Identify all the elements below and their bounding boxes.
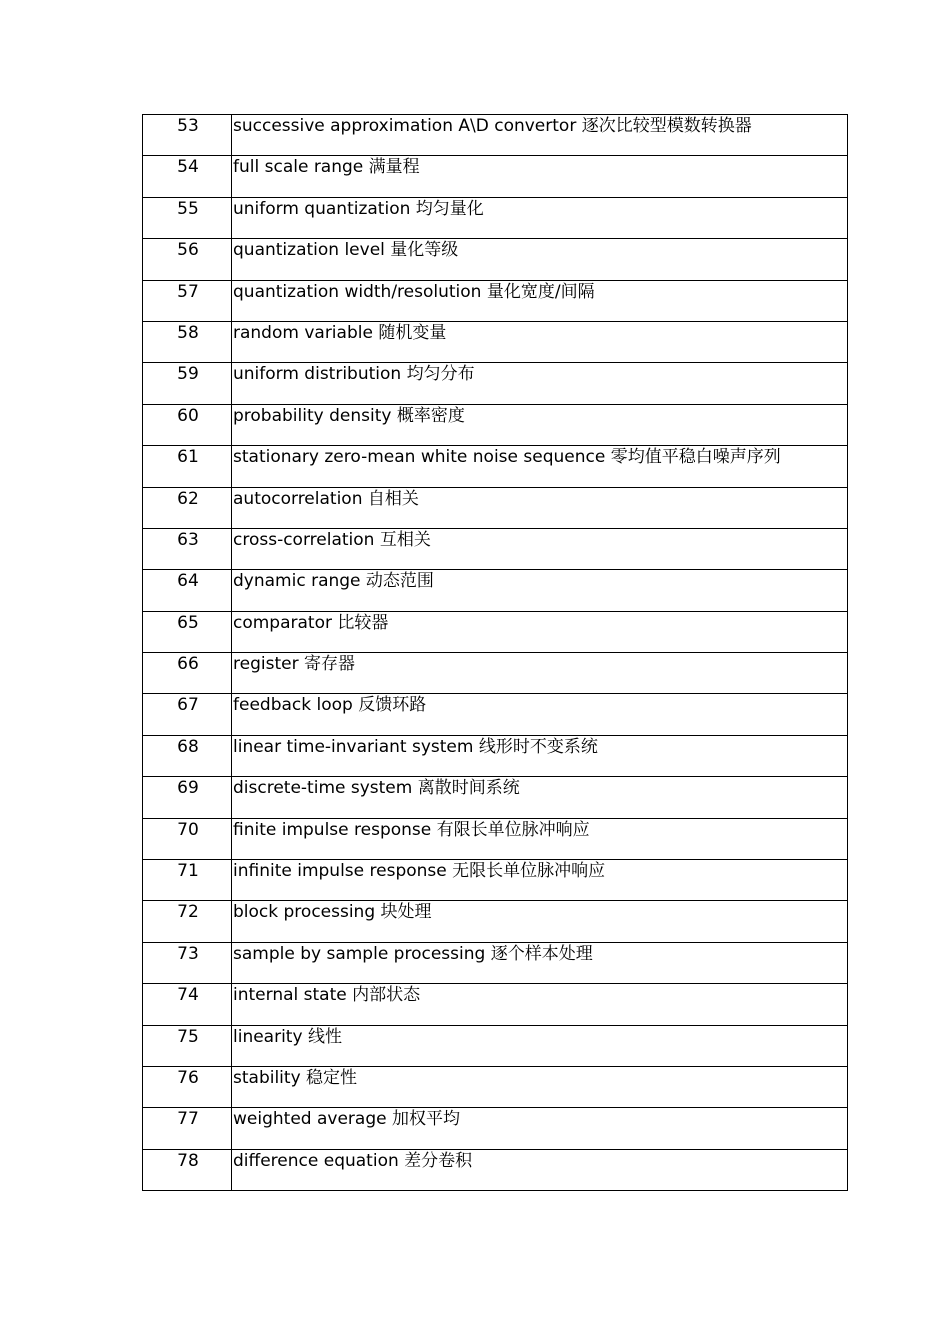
row-term: cross-correlation 互相关 [232,528,848,569]
table-row [143,653,848,694]
table-row [143,239,848,280]
row-term: finite impulse response 有限长单位脉冲响应 [232,818,848,859]
table-row [143,487,848,528]
row-term: linearity 线性 [232,1025,848,1066]
row-term: stationary zero-mean white noise sequence 零均值平稳白噪声序列 [232,446,848,487]
table-row [143,735,848,776]
row-number: 64 [143,570,232,611]
row-term: comparator 比较器 [232,611,848,652]
table-row [143,321,848,362]
row-term: register 寄存器 [232,653,848,694]
table-row [143,942,848,983]
row-term: infinite impulse response 无限长单位脉冲响应 [232,860,848,901]
row-term: internal state 内部状态 [232,984,848,1025]
row-number: 54 [143,156,232,197]
glossary-table [142,114,848,1191]
row-number: 57 [143,280,232,321]
row-term: probability density 概率密度 [232,404,848,445]
row-term: linear time-invariant system 线形时不变系统 [232,735,848,776]
row-term: uniform distribution 均匀分布 [232,363,848,404]
row-number: 53 [143,115,232,156]
row-number: 66 [143,653,232,694]
row-number: 65 [143,611,232,652]
row-term: block processing 块处理 [232,901,848,942]
row-term: autocorrelation 自相关 [232,487,848,528]
table-row [143,197,848,238]
row-number: 67 [143,694,232,735]
row-term: full scale range 满量程 [232,156,848,197]
table-row [143,1025,848,1066]
row-number: 78 [143,1149,232,1190]
row-number: 75 [143,1025,232,1066]
row-number: 71 [143,860,232,901]
row-number: 62 [143,487,232,528]
table-row [143,984,848,1025]
row-number: 74 [143,984,232,1025]
row-term: random variable 随机变量 [232,321,848,362]
row-number: 73 [143,942,232,983]
row-number: 63 [143,528,232,569]
row-number: 70 [143,818,232,859]
row-number: 59 [143,363,232,404]
table-row [143,280,848,321]
row-term: difference equation 差分卷积 [232,1149,848,1190]
row-number: 58 [143,321,232,362]
table-row [143,1066,848,1107]
glossary-body [143,115,848,1191]
row-number: 69 [143,777,232,818]
table-row [143,818,848,859]
table-row [143,901,848,942]
row-term: quantization width/resolution 量化宽度/间隔 [232,280,848,321]
table-row [143,860,848,901]
row-number: 56 [143,239,232,280]
table-row [143,1149,848,1190]
row-term: feedback loop 反馈环路 [232,694,848,735]
table-row [143,611,848,652]
table-row [143,694,848,735]
row-term: dynamic range 动态范围 [232,570,848,611]
table-row [143,363,848,404]
table-row [143,1108,848,1149]
row-number: 61 [143,446,232,487]
row-number: 60 [143,404,232,445]
row-number: 77 [143,1108,232,1149]
row-number: 72 [143,901,232,942]
row-term: discrete-time system 离散时间系统 [232,777,848,818]
row-term: quantization level 量化等级 [232,239,848,280]
row-number: 76 [143,1066,232,1107]
table-row [143,570,848,611]
table-row [143,777,848,818]
row-term: uniform quantization 均匀量化 [232,197,848,238]
table-row [143,528,848,569]
table-row [143,115,848,156]
row-term: stability 稳定性 [232,1066,848,1107]
row-number: 68 [143,735,232,776]
row-term: weighted average 加权平均 [232,1108,848,1149]
table-row [143,156,848,197]
table-row [143,446,848,487]
table-row [143,404,848,445]
row-term: sample by sample processing 逐个样本处理 [232,942,848,983]
row-number: 55 [143,197,232,238]
row-term: successive approximation A\D convertor 逐次比较型模数转换器 [232,115,848,156]
